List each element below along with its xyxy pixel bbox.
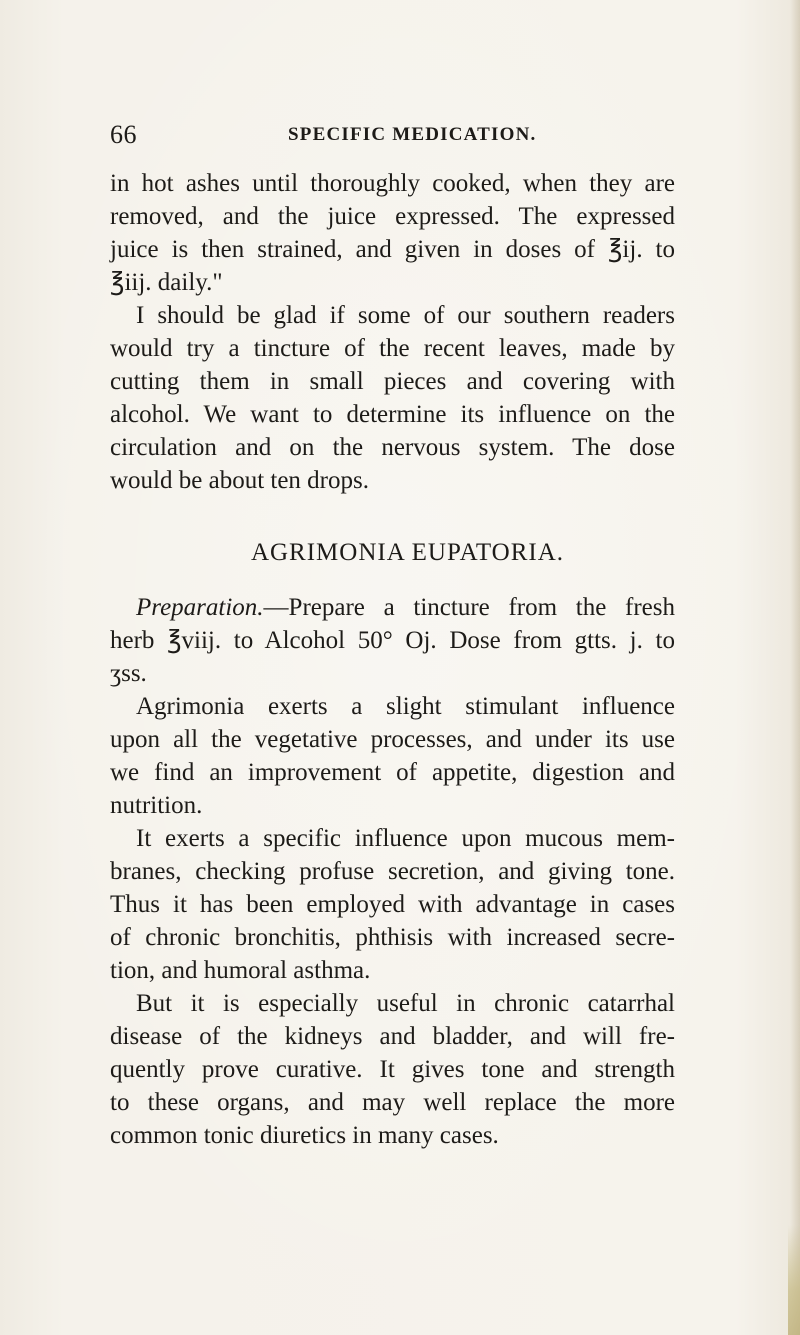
page-edge-shadow xyxy=(790,0,800,1335)
body-text xyxy=(110,167,675,1152)
section-title: AGRIMONIA EUPATORIA. xyxy=(250,539,565,566)
page-edge-stain xyxy=(788,1225,800,1335)
page-number: 66 xyxy=(110,120,137,149)
text-line: in hot ashes until thoroughly cooked, when they are xyxy=(110,170,675,197)
text-line: ʒss. xyxy=(110,660,147,687)
page-header xyxy=(110,120,670,150)
text-line: common tonic diuretics in many cases. xyxy=(110,1122,499,1149)
preparation-label: Preparation. xyxy=(136,594,264,621)
text-line: alcohol. We want to determine its influence on the xyxy=(110,401,675,428)
text-line: disease of the kidneys and bladder, and will fre- xyxy=(110,1023,675,1050)
text-line: quently prove curative. It gives tone and strength xyxy=(110,1056,675,1083)
text-line: I should be glad if some of our southern readers xyxy=(136,302,675,329)
text-line: nutrition. xyxy=(110,792,203,819)
text-line: we find an improvement of appetite, digestion and xyxy=(110,759,675,786)
text-line: Agrimonia exerts a slight stimulant influence xyxy=(136,693,675,720)
text-line: ℥iij. daily." xyxy=(110,269,223,296)
preparation-line xyxy=(110,591,675,624)
text-line: would be about ten drops. xyxy=(110,467,369,494)
text-line: removed, and the juice expressed. The expressed xyxy=(110,203,675,230)
text-line: juice is then strained, and given in doses of ℥ij. to xyxy=(110,236,675,263)
text-line: upon all the vegetative processes, and under its use xyxy=(110,726,675,753)
text-line: of chronic bronchitis, phthisis with increased secre- xyxy=(110,924,675,951)
text-line: tion, and humoral asthma. xyxy=(110,957,371,984)
text-line: It exerts a specific influence upon mucous mem- xyxy=(136,825,675,852)
text-line: Thus it has been employed with advantage in cases xyxy=(110,891,675,918)
text-line: herb ℥viij. to Alcohol 50° Oj. Dose from gtts. j. to xyxy=(110,627,675,654)
text-line: But it is especially useful in chronic catarrhal xyxy=(136,990,675,1017)
running-head: SPECIFIC MEDICATION. xyxy=(288,124,537,145)
text-line: cutting them in small pieces and covering with xyxy=(110,368,675,395)
text-line: branes, checking profuse secretion, and giving tone. xyxy=(110,858,675,885)
text-line: would try a tincture of the recent leaves, made by xyxy=(110,335,675,362)
text-line: to these organs, and may well replace the more xyxy=(110,1089,675,1116)
preparation-text: —Prepare a tincture from the fresh xyxy=(263,594,675,621)
text-line: circulation and on the nervous system. The dose xyxy=(110,434,675,461)
